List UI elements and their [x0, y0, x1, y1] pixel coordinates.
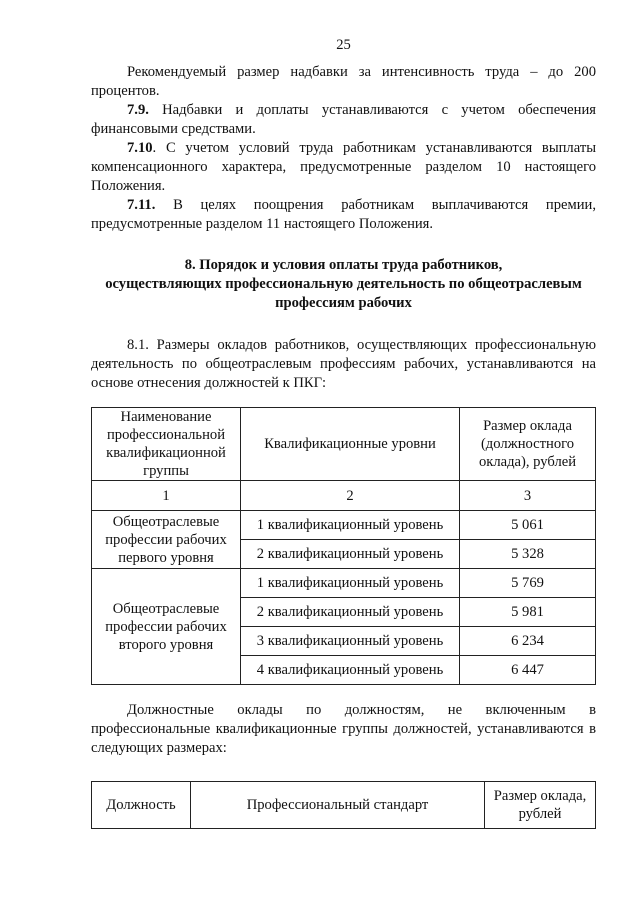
header-salary: Размер оклада (должностного оклада), рублей [460, 408, 596, 481]
salary-table-pkg [91, 407, 596, 685]
paragraph-7-9 [91, 101, 596, 139]
level-cell: 3 квалификационный уровень [241, 627, 460, 656]
salary-cell: 6 447 [460, 656, 596, 685]
level-cell: 2 квалификационный уровень [241, 598, 460, 627]
paragraph-8-1: 8.1. Размеры окладов работников, осуществляющих профессиональную деятельность по общеотраслевым профессиям рабочих, устанавливаются на основе отнесения должностей к ПКГ: [91, 337, 596, 391]
clause-text: В целях поощрения работникам выплачиваются премии, предусмотренные разделом 11 настоящего Положения. [91, 197, 596, 232]
level-cell: 2 квалификационный уровень [241, 540, 460, 569]
header-professional-standard: Профессиональный стандарт [191, 782, 485, 829]
header-group-name: Наименование профессиональной квалификационной группы [92, 408, 241, 481]
spacer [91, 685, 596, 701]
paragraph-intensity: Рекомендуемый размер надбавки за интенсивность труда – до 200 процентов. [91, 64, 596, 99]
salary-table-other-positions [91, 781, 596, 829]
clause-text: Надбавки и доплаты устанавливаются с учетом обеспечения финансовыми средствами. [91, 102, 596, 137]
clause-number: 7.9. [127, 102, 149, 118]
section-title-line: 8. Порядок и условия оплаты труда работников, [184, 257, 503, 273]
group-name-cell: Общеотраслевые профессии рабочих второго уровня [92, 569, 241, 685]
header-position: Должность [92, 782, 191, 829]
salary-cell: 5 061 [460, 511, 596, 540]
section-title-line: осуществляющих профессиональную деятельность по общеотраслевым [105, 276, 582, 292]
clause-text: . С учетом условий труда работникам устанавливаются выплаты компенсационного характера, предусмотренные разделом 10 настоящего Положения. [91, 140, 596, 194]
column-number: 2 [241, 481, 460, 511]
column-number: 1 [92, 481, 241, 511]
paragraph-7-10 [91, 139, 596, 196]
salary-cell: 5 769 [460, 569, 596, 598]
level-cell: 1 квалификационный уровень [241, 511, 460, 540]
table-header-row [92, 782, 596, 829]
paragraph-7-11 [91, 196, 596, 234]
page-number: 25 [336, 37, 351, 53]
header-salary: Размер оклада, рублей [485, 782, 596, 829]
salary-cell: 6 234 [460, 627, 596, 656]
column-number: 3 [460, 481, 596, 511]
column-number-row [92, 481, 596, 511]
table-row [92, 511, 596, 540]
header-qualification-levels: Квалификационные уровни [241, 408, 460, 481]
salary-cell: 5 981 [460, 598, 596, 627]
clause-number: 7.11. [127, 197, 156, 213]
section-8-title [91, 256, 596, 313]
paragraph-other-positions: Должностные оклады по должностям, не включенным в профессиональные квалификационные группы должностей, устанавливаются в следующих размерах: [91, 702, 596, 756]
level-cell: 1 квалификационный уровень [241, 569, 460, 598]
group-name-cell: Общеотраслевые профессии рабочих первого уровня [92, 511, 241, 569]
table-header-row [92, 408, 596, 481]
clause-number: 7.10 [127, 140, 153, 156]
level-cell: 4 квалификационный уровень [241, 656, 460, 685]
section-title-line: профессиям рабочих [275, 295, 412, 311]
document-page [91, 36, 596, 829]
salary-cell: 5 328 [460, 540, 596, 569]
table-row [92, 569, 596, 598]
